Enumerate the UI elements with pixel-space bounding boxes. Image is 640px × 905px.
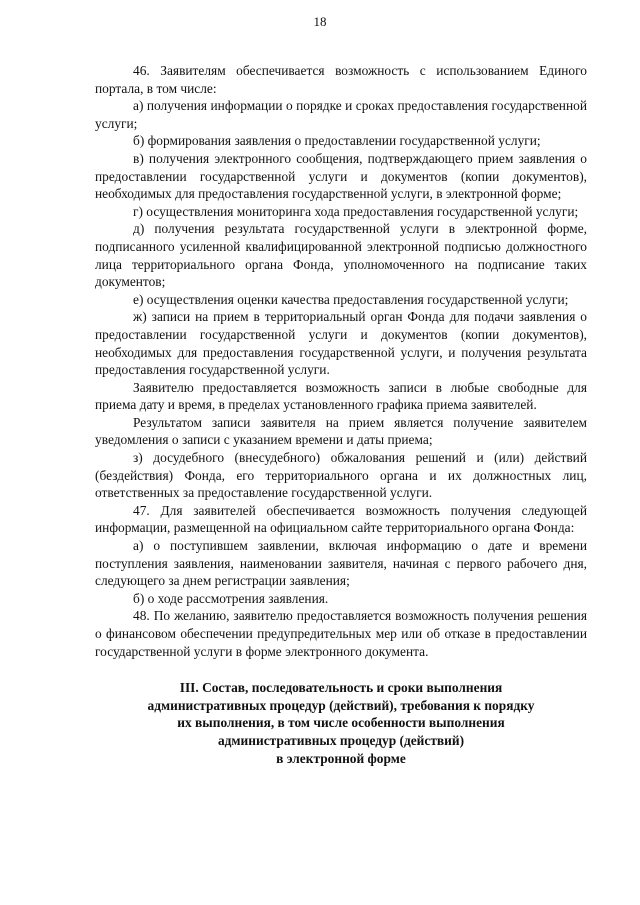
section-heading-line: III. Состав, последовательность и сроки выполнения xyxy=(179,680,503,696)
paragraph-appointment-info: Заявителю предоставляется возможность записи в любые свободные для приема дату и время, в пределах установленного графика приема заявителей. xyxy=(95,379,587,413)
section-heading xyxy=(95,679,587,767)
paragraph-47-a: а) о поступившем заявлении, включая информацию о дате и времени поступления заявления, наименовании заявителя, начиная с первого рабочего дня, следующего за днем регистрации заявления; xyxy=(95,538,587,589)
paragraph-appointment-result: Результатом записи заявителя на прием является получение заявителем уведомления о записи с указанием времени и даты приема; xyxy=(95,414,587,448)
paragraph-46-d: д) получения результата государственной услуги в электронной форме, подписанного усиленной квалифицированной электронной подписью должностного лица территориального органа Фонда, уполномоченного на подписание таких документов; xyxy=(95,221,587,290)
page-number: 18 xyxy=(313,14,327,29)
paragraph-48: 48. По желанию, заявителю предоставляется возможность получения решения о финансовом обеспечении предупредительных мер или об отказе в предоставлении государственной услуги в форме электронного документа. xyxy=(95,608,587,659)
paragraph-46-a: а) получения информации о порядке и сроках предоставления государственной услуги; xyxy=(95,98,587,131)
section-heading-line: их выполнения, в том числе особенности выполнения xyxy=(177,715,505,731)
paragraph-46-v: в) получения электронного сообщения, подтверждающего прием заявления о предоставлении государственной услуги и документов (копии документов), необходимых для предоставления государственной услуги, в электронной форме; xyxy=(95,150,587,202)
section-heading-line: административных процедур (действий), требования к порядку xyxy=(147,697,535,713)
paragraph-46-zh: ж) записи на прием в территориальный орган Фонда для подачи заявления о предоставлении государственной услуги и документов (копии документов), необходимых для предоставления государственной услуги, и получения результата предоставления государственной услуги. xyxy=(95,309,587,378)
document-body xyxy=(95,62,587,767)
paragraph-47-b: б) о ходе рассмотрения заявления. xyxy=(133,590,329,606)
paragraph-47: 47. Для заявителей обеспечивается возможность получения следующей информации, размещенной на официальном сайте территориального органа Фонда: xyxy=(95,502,587,536)
paragraph-46-g: г) осуществления мониторинга хода предоставления государственной услуги; xyxy=(133,203,579,219)
paragraph-46-z: з) досудебного (внесудебного) обжалования решений и (или) действий (бездействия) Фонда, его территориального органа и их должностных лиц, ответственных за предоставление государственной услуги. xyxy=(95,450,587,501)
section-heading-line: административных процедур (действий) xyxy=(217,732,465,748)
paragraph-46: 46. Заявителям обеспечивается возможность с использованием Единого портала, в том числе: xyxy=(95,63,587,96)
paragraph-46-b: б) формирования заявления о предоставлении государственной услуги; xyxy=(133,133,541,149)
paragraph-46-e: е) осуществления оценки качества предоставления государственной услуги; xyxy=(133,291,569,307)
section-heading-line: в электронной форме xyxy=(276,750,406,766)
